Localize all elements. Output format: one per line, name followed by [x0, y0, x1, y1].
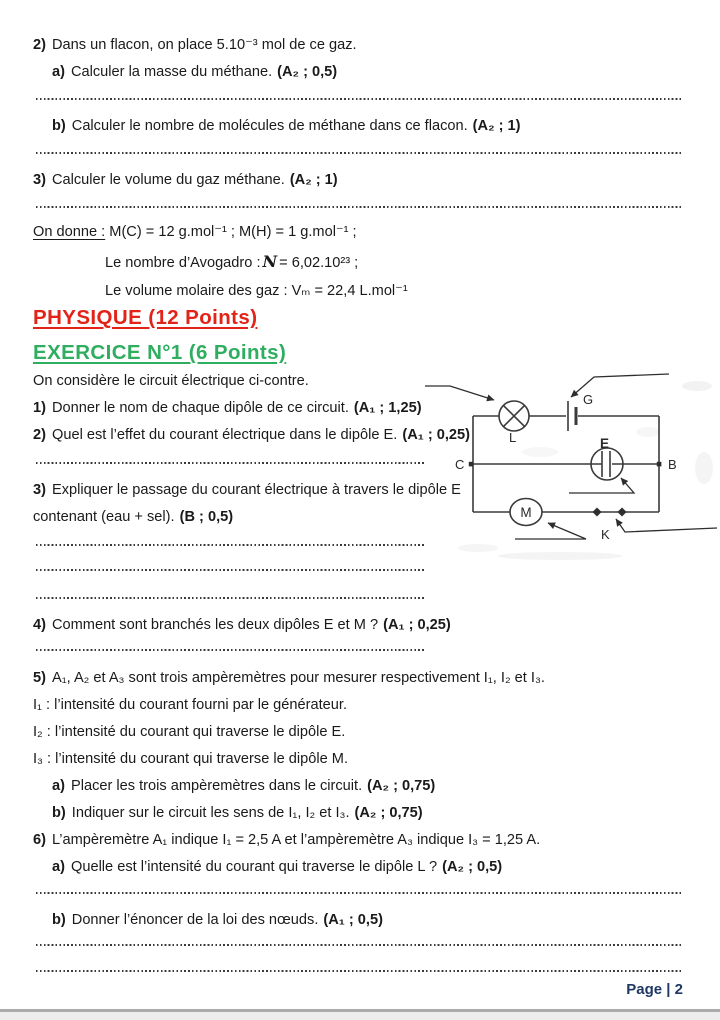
chem-question-2 — [33, 32, 357, 58]
score-badge: (A₂ ; 0,75) — [354, 805, 423, 821]
score-badge: (A₁ ; 0,5) — [323, 912, 383, 928]
answer-blank-line — [36, 152, 682, 154]
question-text: Calculer le volume du gaz méthane. — [51, 172, 285, 188]
physics-question-2 — [33, 422, 470, 448]
question-text: L’ampèremètre A₁ indique I₁ = 2,5 A et l’ampèremètre A₃ indique I₃ = 1,25 A. — [51, 832, 541, 848]
question-text: Expliquer le passage du courant électrique à travers le dipôle E — [51, 482, 461, 498]
question-number: 6) — [33, 832, 46, 848]
node-c-letter: C — [455, 457, 465, 472]
question-text: Donner le nom de chaque dipôle de ce circuit. — [51, 400, 349, 416]
given-masses: M(C) = 12 g.mol⁻¹ ; M(H) = 1 g.mol⁻¹ ; — [109, 224, 357, 240]
question-number: 5) — [33, 670, 46, 686]
intro-text: On considère le circuit électrique ci-contre. — [33, 373, 309, 389]
physics-question-3-continuation — [33, 504, 233, 530]
arrow-to-lamp — [425, 386, 494, 400]
question-number: 3) — [33, 482, 46, 498]
switch-letter: K — [601, 527, 610, 542]
score-badge: (A₂ ; 0,75) — [367, 778, 436, 794]
lamp-letter: L — [509, 430, 517, 445]
answer-blank-line — [36, 98, 682, 100]
score-badge: (A₂ ; 1) — [289, 172, 338, 188]
answer-blank-line — [36, 649, 424, 651]
given-data-avogadro — [105, 249, 358, 275]
answer-blank-line — [36, 544, 424, 546]
lamp-symbol — [499, 401, 529, 431]
chem-question-2b — [52, 113, 521, 139]
current-i1-definition — [33, 692, 347, 718]
answer-blank-line — [36, 206, 682, 208]
physics-question-6 — [33, 827, 540, 853]
answer-blank-line — [36, 569, 424, 571]
question-text: Placer les trois ampèremètres dans le circuit. — [70, 778, 363, 794]
given-label: On donne : — [33, 224, 106, 240]
avogadro-prefix: Le nombre d’Avogadro : — [105, 255, 261, 271]
physics-question-6a — [52, 854, 502, 880]
physics-question-3 — [33, 477, 461, 503]
answer-blank-line — [36, 970, 682, 972]
score-badge: (A₂ ; 0,5) — [442, 859, 503, 875]
definition-text: I₁ : l’intensité du courant fourni par le générateur. — [33, 697, 348, 713]
node-b-letter: B — [668, 457, 677, 472]
motor-label: M — [520, 505, 532, 520]
answer-blank-line — [36, 597, 424, 599]
given-data-molar-volume — [105, 278, 408, 304]
question-number: 2) — [33, 37, 46, 53]
question-text: contenant (eau + sel). — [33, 509, 175, 525]
question-text: Quel est l’effet du courant électrique dans le dipôle E. — [51, 427, 398, 443]
avogadro-value: = 6,02.10²³ ; — [279, 255, 359, 271]
question-text: A₁, A₂ et A₃ sont trois ampèremètres pour mesurer respectivement I₁, I₂ et I₃. — [51, 670, 545, 686]
question-letter: a) — [52, 778, 65, 794]
question-text: Calculer le nombre de molécules de méthane dans ce flacon. — [71, 118, 468, 134]
page-bottom-shadow — [0, 1012, 720, 1020]
definition-text: I₃ : l’intensité du courant qui traverse le dipôle M. — [33, 751, 349, 767]
question-text: Calculer la masse du méthane. — [70, 64, 273, 80]
physics-question-6b — [52, 907, 383, 933]
answer-blank-line — [36, 462, 424, 464]
question-text: Donner l’énoncer de la loi des nœuds. — [71, 912, 319, 928]
physics-question-4 — [33, 612, 451, 638]
question-letter: b) — [52, 912, 66, 928]
question-number: 4) — [33, 617, 46, 633]
question-letter: a) — [52, 859, 65, 875]
physics-question-5 — [33, 665, 545, 691]
circuit-wires — [473, 416, 659, 512]
molar-volume-text: Le volume molaire des gaz : Vₘ = 22,4 L.mol⁻¹ — [105, 283, 408, 299]
switch-and-nodes — [469, 462, 662, 517]
electrolyzer-symbol — [591, 448, 623, 480]
score-badge: (B ; 0,5) — [179, 509, 234, 525]
circuit-letter-labels — [455, 392, 677, 542]
question-text: Indiquer sur le circuit les sens de I₁, I₂ et I₃. — [71, 805, 350, 821]
answer-blank-line — [36, 944, 682, 946]
score-badge: (A₁ ; 1,25) — [353, 400, 422, 416]
score-badge: (A₂ ; 0,5) — [277, 64, 338, 80]
question-letter: b) — [52, 118, 66, 134]
question-text: Quelle est l’intensité du courant qui traverse le dipôle L ? — [70, 859, 438, 875]
physics-section-heading: PHYSIQUE (12 Points) — [33, 306, 258, 329]
score-badge: (A₁ ; 0,25) — [402, 427, 470, 443]
current-i3-definition — [33, 746, 348, 772]
score-badge: (A₁ ; 0,25) — [383, 617, 451, 633]
question-text: Dans un flacon, on place 5.10⁻³ mol de ce gaz. — [51, 37, 357, 53]
current-i2-definition — [33, 719, 345, 745]
question-letter: a) — [52, 64, 65, 80]
physics-intro — [33, 368, 309, 394]
avogadro-script-n-symbol: N — [262, 252, 278, 271]
definition-text: I₂ : l’intensité du courant qui traverse le dipôle E. — [33, 724, 346, 740]
answer-blank-line — [36, 892, 682, 894]
arrow-to-electrolyzer — [569, 478, 634, 493]
generator-letter: G — [583, 392, 594, 407]
electrolyzer-letter: E — [600, 436, 610, 451]
chem-question-2a — [52, 59, 337, 85]
question-number: 3) — [33, 172, 46, 188]
exercise-1-heading: EXERCICE N°1 (6 Points) — [33, 341, 287, 364]
question-number: 2) — [33, 427, 46, 443]
physics-question-1 — [33, 395, 422, 421]
page-number: Page | 2 — [626, 981, 683, 998]
given-data-masses — [33, 219, 357, 245]
physics-question-5b — [52, 800, 423, 826]
chem-question-3 — [33, 167, 338, 193]
question-text: Comment sont branchés les deux dipôles E et M ? — [51, 617, 379, 633]
generator-symbol — [568, 401, 576, 431]
question-letter: b) — [52, 805, 66, 821]
arrow-to-switch — [616, 519, 717, 532]
physics-question-5a — [52, 773, 435, 799]
circuit-diagram — [420, 366, 720, 562]
score-badge: (A₂ ; 1) — [472, 118, 521, 134]
question-number: 1) — [33, 400, 46, 416]
